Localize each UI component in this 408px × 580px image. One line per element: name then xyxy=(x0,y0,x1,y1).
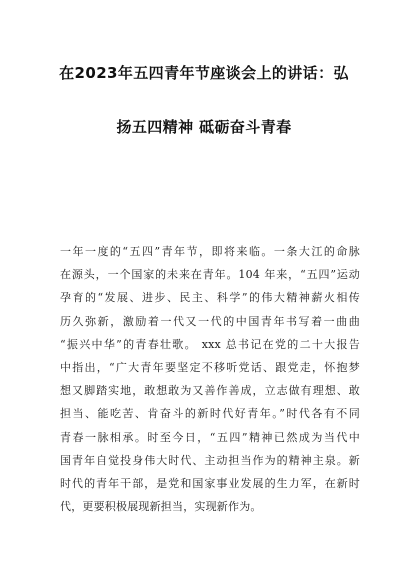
body-line: “振兴中华”的青春壮歌。 xxx 总书记在党的二十大报告 xyxy=(60,337,360,351)
body-line: 在源头，一个国家的未来在青年。104 年来，“五四”运动 xyxy=(60,268,360,282)
document-body xyxy=(60,240,360,518)
document-title-line-1: 在2023年五四青年节座谈会上的讲话：弘 xyxy=(59,64,349,82)
document-title-line-2: 扬五四精神 砥砺奋斗青春 xyxy=(116,118,292,136)
body-line: 一年一度的“五四”青年节，即将来临。一条大江的命脉 xyxy=(60,245,360,258)
body-line: 担当、能吃苦、肯奋斗的新时代好青年。”时代各有不同 xyxy=(60,407,360,421)
body-line: 历久弥新，激励着一代又一代的中国青年书写着一曲曲 xyxy=(60,314,360,328)
body-line-last: 代，更要积极展现新担当，实现新作为。 xyxy=(60,500,262,514)
body-line: 青春一脉相承。时至今日，“五四”精神已然成为当代中 xyxy=(60,430,360,444)
body-line: 想又脚踏实地，敢想敢为又善作善成，立志做有理想、敢 xyxy=(60,384,360,398)
body-line: 中指出，“广大青年要坚定不移听党话、跟党走，怀抱梦 xyxy=(60,360,360,374)
body-line: 孕育的“发展、进步、民主、科学”的伟大精神薪火相传 xyxy=(60,291,360,305)
body-line: 国青年自觉投身伟大时代、主动担当作为的精神主泉。新 xyxy=(60,453,360,467)
body-line: 时代的青年干部，是党和国家事业发展的生力军，在新时 xyxy=(60,476,360,490)
